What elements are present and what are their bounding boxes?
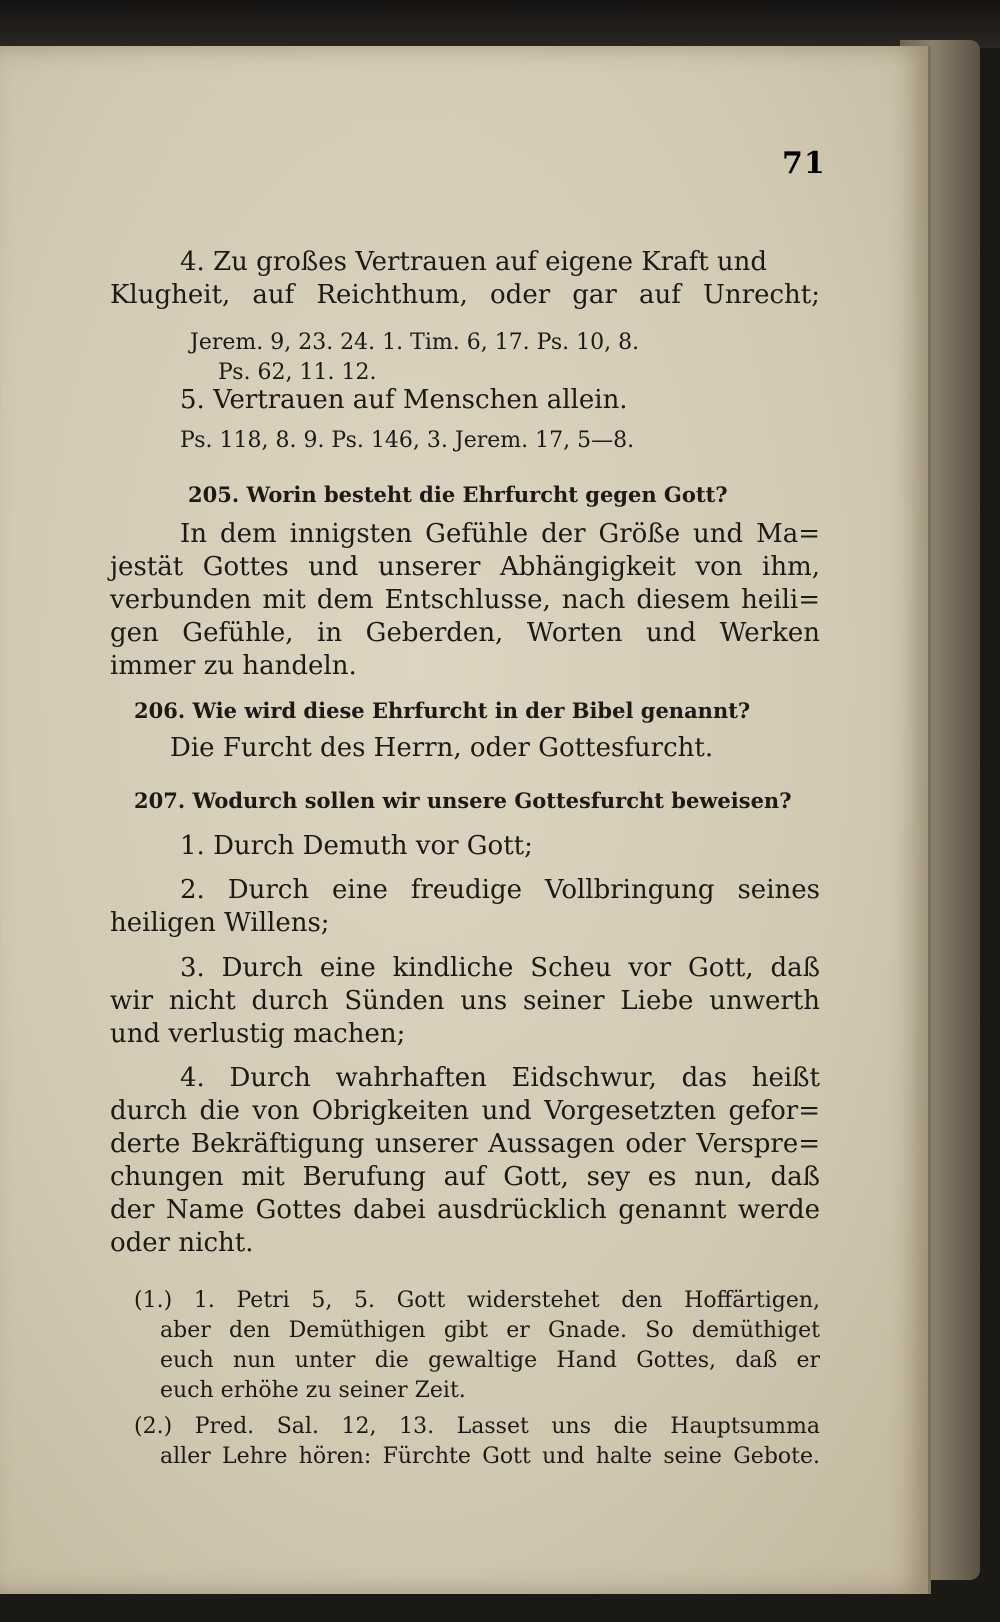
footnote-2 [110,1412,820,1472]
answer-205 [110,518,820,683]
answer-207-point-3-line-2: wir nicht durch Sünden uns seiner Liebe unwerth [110,986,820,1016]
answer-205-line-3: verbunden mit dem Entschlusse, nach diesem heili= [110,585,820,615]
answer-206-text: Die Furcht des Herrn, oder Gottesfurcht. [170,733,714,763]
question-206-text: 206. Wie wird diese Ehrfurcht in der Bibel genannt? [134,698,751,723]
footnote-1-line-4: euch erhöhe zu seiner Zeit. [160,1378,466,1403]
answer-205-line-2: jestät Gottes und unserer Abhängigkeit von ihm, [110,552,820,582]
answer-207-point-1-text: 1. Durch Demuth vor Gott; [180,831,533,861]
answer-207-point-2-line-2: heiligen Willens; [110,908,330,938]
footnote-1 [110,1286,820,1406]
answer-207-point-3-line-1: 3. Durch eine kindliche Scheu vor Gott, daß [180,953,820,983]
item-4-ref-1: Jerem. 9, 23. 24. 1. Tim. 6, 17. Ps. 10, 8. [190,330,640,355]
book-top-edge [0,0,1000,48]
footnote-1-line-2: aber den Demüthigen gibt er Gnade. So demüthiget [160,1318,820,1343]
answer-205-line-1: In dem innigsten Gefühle der Größe und Ma= [180,519,820,549]
book-page [0,46,931,1594]
answer-205-line-5: immer zu handeln. [110,651,357,681]
footnote-2-line-1: (2.) Pred. Sal. 12, 13. Lasset uns die Hauptsumma [134,1414,820,1439]
answer-207-point-2-line-1: 2. Durch eine freudige Vollbringung seines [180,875,820,905]
answer-207-point-4-line-4: chungen mit Berufung auf Gott, sey es nun, daß [110,1162,820,1192]
question-207-text: 207. Wodurch sollen wir unsere Gottesfurcht beweisen? [134,788,792,813]
question-205 [110,480,820,510]
answer-207-point-4 [110,1062,820,1260]
answer-207-point-2 [110,874,820,940]
footnote-1-line-3: euch nun unter die gewaltige Hand Gottes, daß er [160,1348,820,1373]
item-5-ref-1: Ps. 118, 8. 9. Ps. 146, 3. Jerem. 17, 5—8. [180,428,635,453]
answer-205-line-4: gen Gefühle, in Geberden, Worten und Werken [110,618,820,648]
item-5-line-1: 5. Vertrauen auf Menschen allein. [180,385,628,415]
answer-206 [110,732,820,765]
item-5-references [110,426,820,456]
answer-207-point-4-line-6: oder nicht. [110,1228,254,1258]
answer-207-point-3-line-3: und verlustig machen; [110,1019,406,1049]
item-5 [110,384,820,417]
answer-207-point-4-line-5: der Name Gottes dabei ausdrücklich genannt werde [110,1195,820,1225]
page-number: 71 [782,146,826,181]
answer-207-point-4-line-2: durch die von Obrigkeiten und Vorgesetzten gefor= [110,1096,820,1126]
footnote-2-line-2: aller Lehre hören: Fürchte Gott und halte seine Gebote. [160,1444,820,1469]
item-4-ref-2: Ps. 62, 11. 12. [218,360,377,385]
footnote-1-line-1: (1.) 1. Petri 5, 5. Gott widerstehet den Hoffärtigen, [134,1288,820,1313]
item-4-line-2: Klugheit, auf Reichthum, oder gar auf Unrecht; [110,280,820,310]
item-4-line-1: 4. Zu großes Vertrauen auf eigene Kraft und [180,247,768,277]
item-4-references [110,328,820,388]
answer-207-point-3 [110,952,820,1051]
question-207 [110,786,820,816]
question-205-text: 205. Worin besteht die Ehrfurcht gegen Gott? [188,482,728,507]
item-4 [110,246,820,312]
answer-207-point-1 [110,830,820,863]
answer-207-point-4-line-3: derte Bekräftigung unserer Aussagen oder Verspre= [110,1129,820,1159]
answer-207-point-4-line-1: 4. Durch wahrhaften Eidschwur, das heißt [180,1063,820,1093]
question-206 [110,696,820,726]
